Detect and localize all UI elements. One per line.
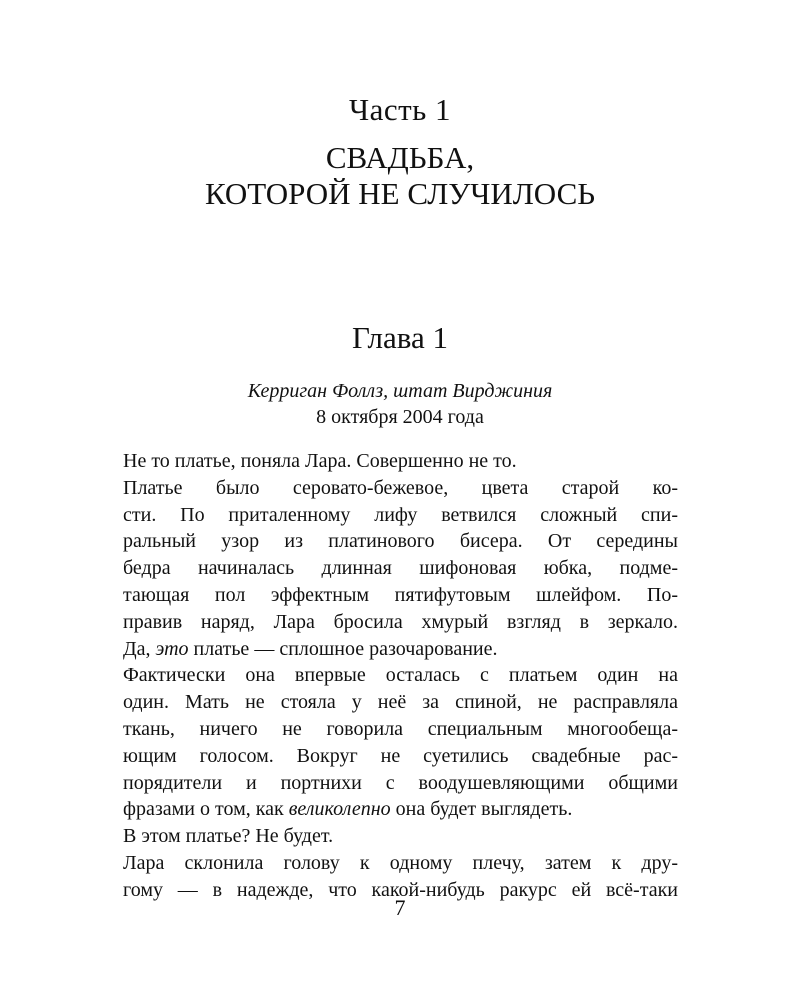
chapter-title: Глава 1	[351, 320, 449, 355]
text-line: порядители и портнихи с воодушевляющими общими	[123, 771, 678, 794]
text-line: ткань, ничего не говорила специальным многообеща-	[123, 717, 678, 740]
text-line: правив наряд, Лара бросила хмурый взгляд в зеркало.	[123, 610, 678, 633]
part-label: Часть 1	[348, 92, 452, 127]
text-fragment: фразами о том, как	[123, 798, 289, 821]
part-title-line-1: СВАДЬБА,	[325, 140, 475, 175]
text-line: гому — в надежде, что какой-нибудь ракурс ей всё-таки	[123, 878, 678, 901]
text-line: ющим голосом. Вокруг не суетились свадебные рас-	[123, 744, 678, 767]
text-line-emphasis	[123, 796, 678, 823]
page-number: 7	[394, 895, 406, 920]
text-fragment: платье — сплошное разочарование.	[188, 637, 498, 660]
text-line: Не то платье, поняла Лара. Совершенно не то.	[123, 450, 517, 472]
part-title-line-2: КОТОРОЙ НЕ СЛУЧИЛОСЬ	[204, 176, 596, 211]
text-line: бедра начиналась длинная шифоновая юбка, подме-	[123, 557, 678, 580]
text-fragment: она будет выглядеть.	[390, 798, 573, 821]
text-line-emphasis	[123, 636, 678, 663]
text-line: один. Мать не стояла у неё за спиной, не расправляла	[123, 691, 678, 714]
body-text	[123, 448, 678, 904]
chapter-place: Керриган Фоллз, штат Вирджиния	[247, 380, 553, 402]
emphasis-text: это	[155, 637, 189, 660]
text-line: ральный узор из платинового бисера. От середины	[123, 530, 678, 553]
text-line: тающая пол эффектным пятифутовым шлейфом. По-	[123, 583, 678, 606]
part-title	[0, 140, 800, 212]
text-fragment: Да,	[123, 637, 156, 660]
text-line: В этом платье? Не будет.	[123, 825, 334, 848]
emphasis-text: великолепно	[288, 798, 391, 821]
text-line: сти. По приталенному лифу ветвился сложный спи-	[123, 503, 678, 526]
text-line: Лара склонила голову к одному плечу, затем к дру-	[123, 851, 678, 874]
text-line: Платье было серовато-бежевое, цвета старой ко-	[123, 476, 678, 499]
text-line: Фактически она впервые осталась с платьем один на	[123, 664, 678, 687]
chapter-date: 8 октября 2004 года	[316, 406, 484, 428]
